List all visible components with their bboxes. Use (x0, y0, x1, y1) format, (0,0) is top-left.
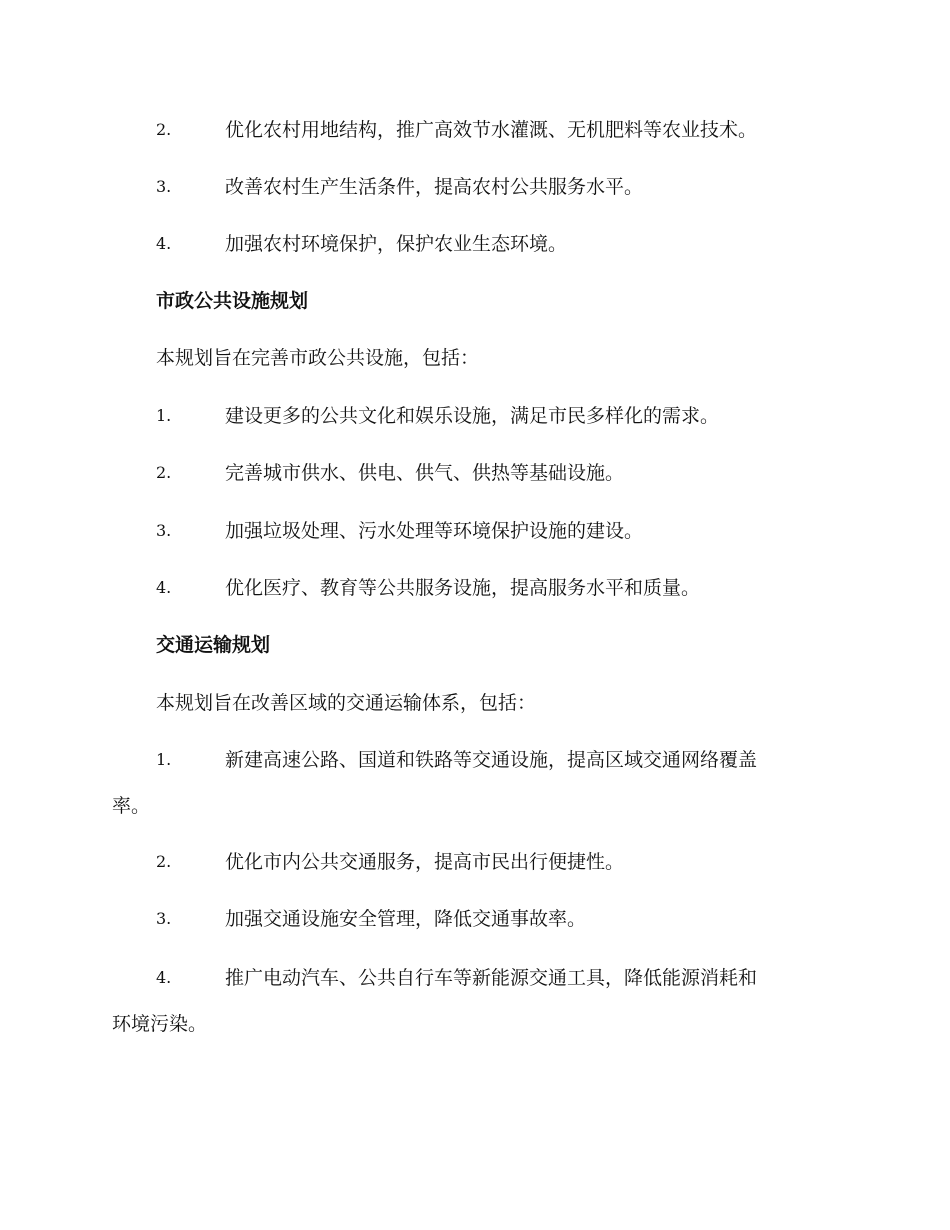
list-item-text-continuation: 环境污染。 (112, 1013, 208, 1035)
list-item-number: 3. (156, 177, 172, 196)
list-item-number: 4. (156, 234, 172, 253)
section-intro-text: 本规划旨在完善市政公共设施，包括： (156, 347, 480, 369)
list-item-number: 2. (156, 120, 172, 139)
list-item-text: 加强垃圾处理、污水处理等环境保护设施的建设。 (225, 520, 644, 542)
list-item-number: 3. (156, 909, 172, 928)
list-item-text: 改善农村生产生活条件，提高农村公共服务水平。 (225, 176, 644, 198)
list-item-text-continuation: 率。 (112, 795, 151, 817)
list-item-text: 完善城市供水、供电、供气、供热等基础设施。 (225, 462, 625, 484)
list-item-text: 推广电动汽车、公共自行车等新能源交通工具，降低能源消耗和 (225, 967, 758, 989)
list-item-text: 新建高速公路、国道和铁路等交通设施，提高区域交通网络覆盖 (225, 749, 758, 771)
section-heading-text: 市政公共设施规划 (156, 290, 309, 312)
section-heading-text: 交通运输规划 (156, 634, 271, 656)
list-item-text: 优化医疗、教育等公共服务设施，提高服务水平和质量。 (225, 577, 701, 599)
list-item-number: 1. (156, 406, 172, 425)
list-item-text: 加强交通设施安全管理，降低交通事故率。 (225, 908, 587, 930)
list-item-text: 优化农村用地结构，推广高效节水灌溉、无机肥料等农业技术。 (225, 119, 758, 141)
list-item-number: 2. (156, 463, 172, 482)
list-item-text: 优化市内公共交通服务，提高市民出行便捷性。 (225, 851, 625, 873)
list-item-number: 1. (156, 750, 172, 769)
list-item-number: 3. (156, 521, 172, 540)
list-item-text: 加强农村环境保护，保护农业生态环境。 (225, 233, 568, 255)
list-item-number: 4. (156, 578, 172, 597)
list-item-number: 2. (156, 852, 172, 871)
section-intro-text: 本规划旨在改善区域的交通运输体系，包括： (156, 692, 537, 714)
list-item-text: 建设更多的公共文化和娱乐设施，满足市民多样化的需求。 (225, 405, 720, 427)
list-item-number: 4. (156, 968, 172, 987)
